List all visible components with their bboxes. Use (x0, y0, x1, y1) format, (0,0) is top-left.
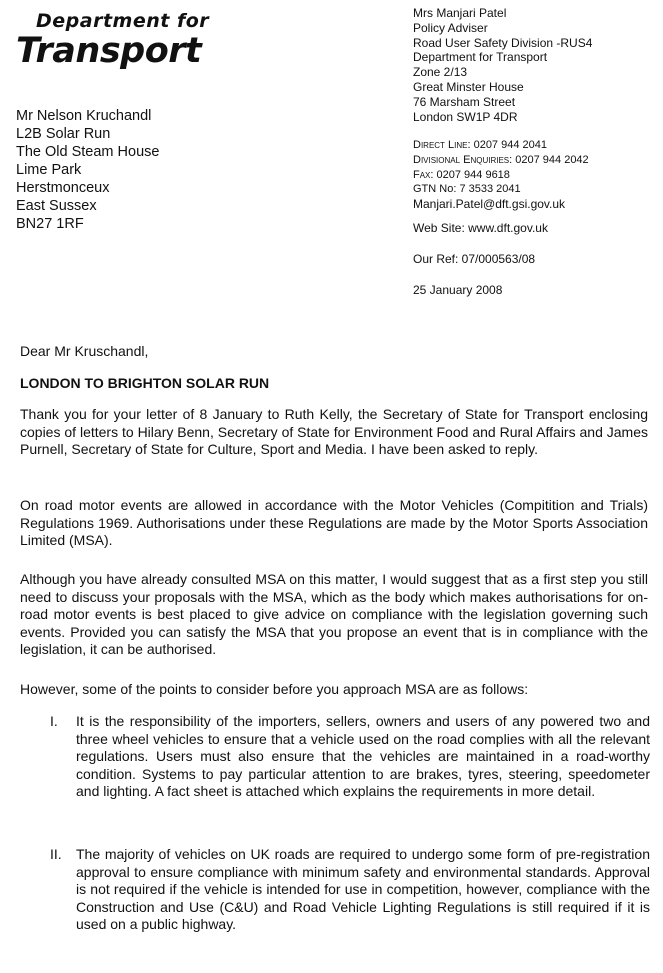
website: Web Site: www.dft.gov.uk (413, 221, 548, 235)
recipient-org: L2B Solar Run (16, 126, 111, 142)
sender-building: Great Minster House (413, 79, 524, 94)
sender-division: Road User Safety Division -RUS4 (413, 35, 593, 50)
direct-line-label: Direct Line: (413, 139, 471, 151)
divisional-enquiries-label: Divisional Enquiries: (413, 153, 513, 166)
direct-line (413, 138, 658, 153)
email-address: Manjari.Patel@dft.gsi.gov.uk (413, 197, 566, 212)
list-item-text: The majority of vehicles on UK roads are required to undergo some form of pre-registration approval to ensure compliance with minimum safety and environmental standards. Approval is not required if the vehicle is intended for use in competition, however, compliance with the Construction and Use (C&U) and Road Vehicle Lighting Regulations is still required if it is used on a public highway. (76, 846, 650, 933)
recipient-line2: Lime Park (16, 162, 82, 178)
logo-line-transport: Transport (16, 31, 202, 71)
our-reference: Our Ref: 07/000563/08 (413, 252, 536, 266)
gtn-number (413, 182, 658, 197)
paragraph: However, some of the points to consider before you approach MSA are as follows: (20, 681, 529, 697)
subject-heading: LONDON TO BRIGHTON SOLAR RUN (20, 375, 270, 391)
salutation: Dear Mr Kruschandl, (20, 343, 149, 359)
fax-value: 0207 944 9618 (436, 168, 510, 181)
fax-label: Fax: (413, 168, 434, 181)
paragraph: On road motor events are allowed in accordance with the Motor Vehicles (Compitition and Trials) Regulations 1969. Authorisations under these Regulations are made by the Motor Sports Association Limited (MSA). (20, 497, 648, 549)
gtn-label: GTN No: (413, 183, 457, 196)
sender-name: Mrs Manjari Patel (413, 6, 507, 20)
logo-line-department: Department for (36, 10, 210, 32)
sender-street: 76 Marsham Street (413, 94, 516, 109)
gtn-value: 7 3533 2041 (459, 183, 521, 196)
contact-details (413, 138, 658, 212)
recipient-postcode: BN27 1RF (16, 216, 84, 232)
recipient-line1: The Old Steam House (16, 144, 160, 160)
list-item-number: II. (50, 846, 62, 862)
sender-department: Department for Transport (413, 50, 548, 65)
sender-city: London SW1P 4DR (413, 109, 518, 124)
sender-address (413, 6, 658, 124)
fax (413, 168, 658, 183)
department-logo (16, 10, 209, 70)
list-item-text: It is the responsibility of the importers, sellers, owners and users of any powered two and three wheel vehicles to ensure that a vehicle used on the road complies with all the relevant regulations. Users must also ensure that the vehicles are maintained in a road-worthy condition. Systems to pay particular attention to are brakes, tyres, steering, speedometer and lighting. A fact sheet is attached which explains the requirements in more detail. (76, 713, 650, 800)
sender-zone: Zone 2/13 (413, 65, 468, 80)
paragraph: Although you have already consulted MSA on this matter, I would suggest that as a first step you still need to discuss your proposals with the MSA, which as the body which makes authorisations for on-road motor events is best placed to give advice on compliance with the legislation governing such events. Provided you can satisfy the MSA that you propose an event that is in compliance with the legislation, it can be authorised. (20, 571, 648, 658)
list-item-number: I. (50, 713, 58, 729)
direct-line-value: 0207 944 2041 (473, 139, 547, 151)
letter-date: 25 January 2008 (413, 283, 503, 297)
divisional-enquiries-value: 0207 944 2042 (515, 153, 589, 166)
paragraph: Thank you for your letter of 8 January to Ruth Kelly, the Secretary of State for Transport enclosing copies of letters to Hilary Benn, Secretary of State for Environment Food and Rural Affairs and James Purnell, Secretary of State for Culture, Sport and Media. I have been asked to reply. (20, 406, 648, 458)
recipient-address (16, 107, 159, 233)
recipient-town: Herstmonceux (16, 180, 110, 196)
divisional-enquiries (413, 153, 658, 168)
sender-title: Policy Adviser (413, 20, 488, 35)
recipient-name: Mr Nelson Kruchandl (16, 108, 152, 124)
recipient-county: East Sussex (16, 198, 97, 214)
